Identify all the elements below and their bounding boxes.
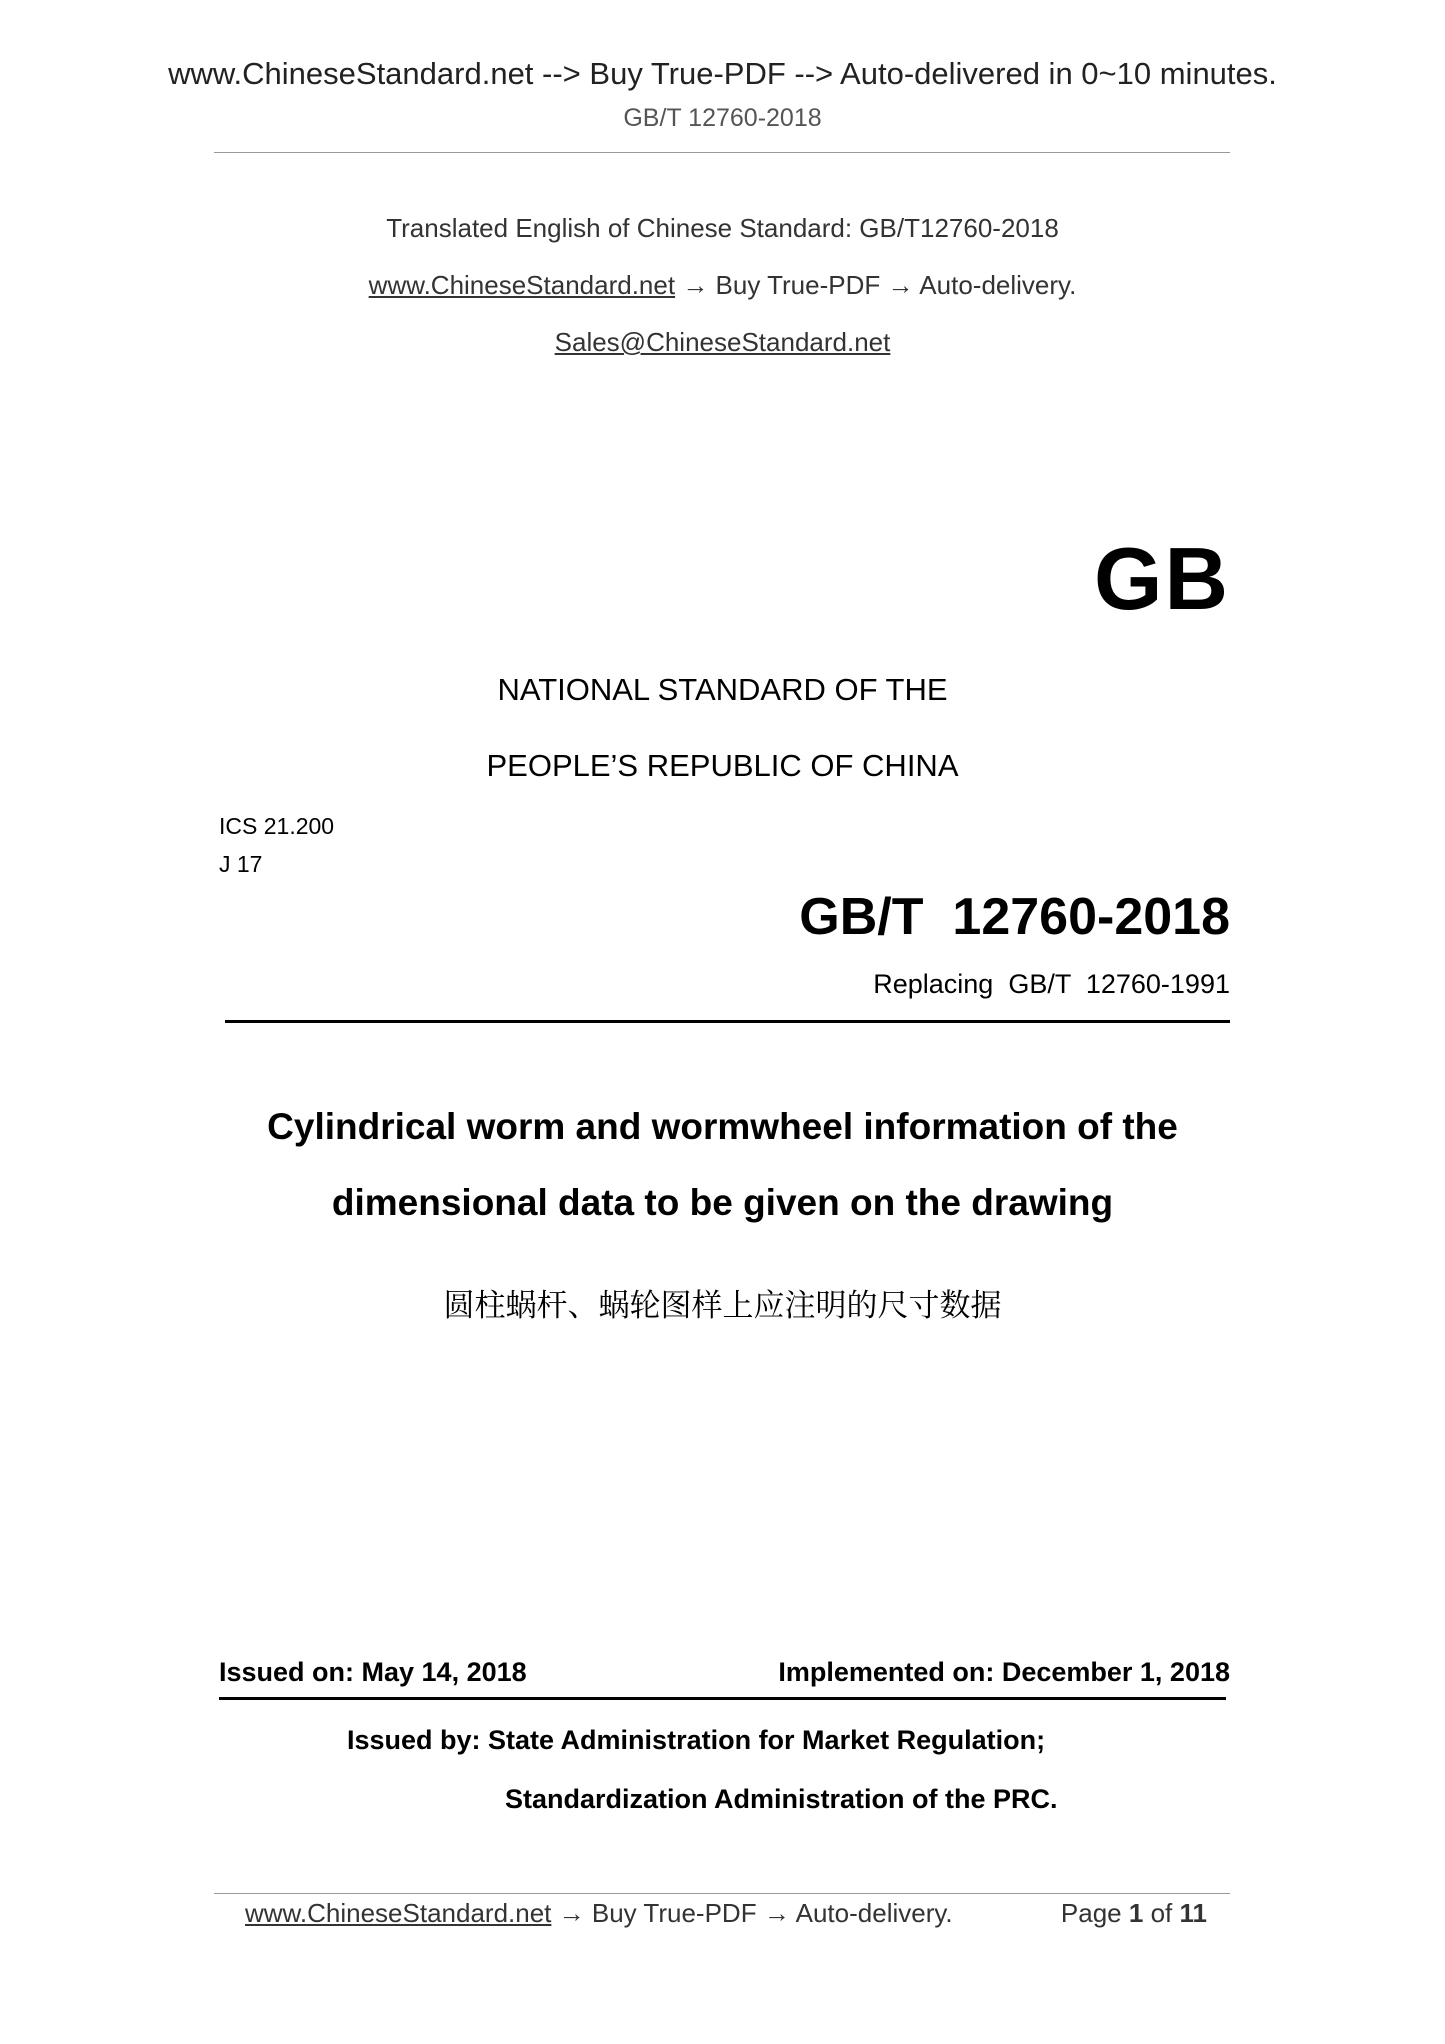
page-current: 1 [1128,1898,1144,1928]
translation-line: Translated English of Chinese Standard: GB/T12760-2018 [386,213,1059,243]
arrow-icon: → [763,1898,790,1928]
page-label: Page [1060,1898,1122,1928]
translation-site-link[interactable]: www.ChineseStandard.net [368,270,676,300]
national-standard-line2: PEOPLE’S REPUBLIC OF CHINA [486,748,959,783]
issued-date: Issued on: May 14, 2018 [219,1657,527,1687]
footer-delivery-label: Auto-delivery. [795,1898,953,1928]
header-site-link[interactable]: www.ChineseStandard.net [168,56,534,91]
arrow-icon: → [887,270,914,300]
dates-divider [219,1697,1226,1700]
email-line [0,327,1445,358]
page-total: 11 [1179,1898,1207,1928]
national-standard-line1: NATIONAL STANDARD OF THE [497,672,948,707]
header-promo-text: --> Buy True-PDF --> Auto-delivered in 0~10 minutes. [533,56,1277,91]
title-en-line2: dimensional data to be given on the drawing [331,1182,1114,1223]
page-indicator [1061,1898,1207,1929]
title-zh: 圆柱蜗杆、蜗轮图样上应注明的尺寸数据 [443,1288,1002,1324]
footer-divider [214,1893,1230,1894]
arrow-icon: → [558,1898,585,1928]
footer-site-link[interactable]: www.ChineseStandard.net [245,1898,552,1928]
title-en-line1: Cylindrical worm and wormwheel information of the [267,1106,1178,1147]
page-of-label: of [1150,1898,1173,1928]
translation-links-line [0,270,1445,301]
header-divider [214,152,1230,153]
ics-code: ICS 21.200 [219,813,335,839]
sales-email-link[interactable]: Sales@ChineseStandard.net [554,327,891,357]
standard-number: GB/T 12760-2018 [799,888,1230,946]
issuer-line1: Issued by: State Administration for Market Regulation; [347,1725,1046,1755]
auto-delivery-label: Auto-delivery. [919,270,1077,300]
issuer-line2: Standardization Administration of the PRC. [505,1784,1058,1814]
arrow-icon: → [682,270,709,300]
buy-true-pdf-label: Buy True-PDF [715,270,881,300]
ccs-code: J 17 [219,851,263,877]
replacing-note: Replacing GB/T 12760-1991 [873,969,1230,999]
gb-logo: GB [1094,529,1230,628]
implemented-date: Implemented on: December 1, 2018 [778,1657,1230,1687]
header-top-line [0,56,1445,92]
footer-buy-label: Buy True-PDF [591,1898,757,1928]
header-doc-code: GB/T 12760-2018 [623,104,822,132]
masthead-divider [225,1020,1230,1023]
footer-links [245,1898,953,1929]
